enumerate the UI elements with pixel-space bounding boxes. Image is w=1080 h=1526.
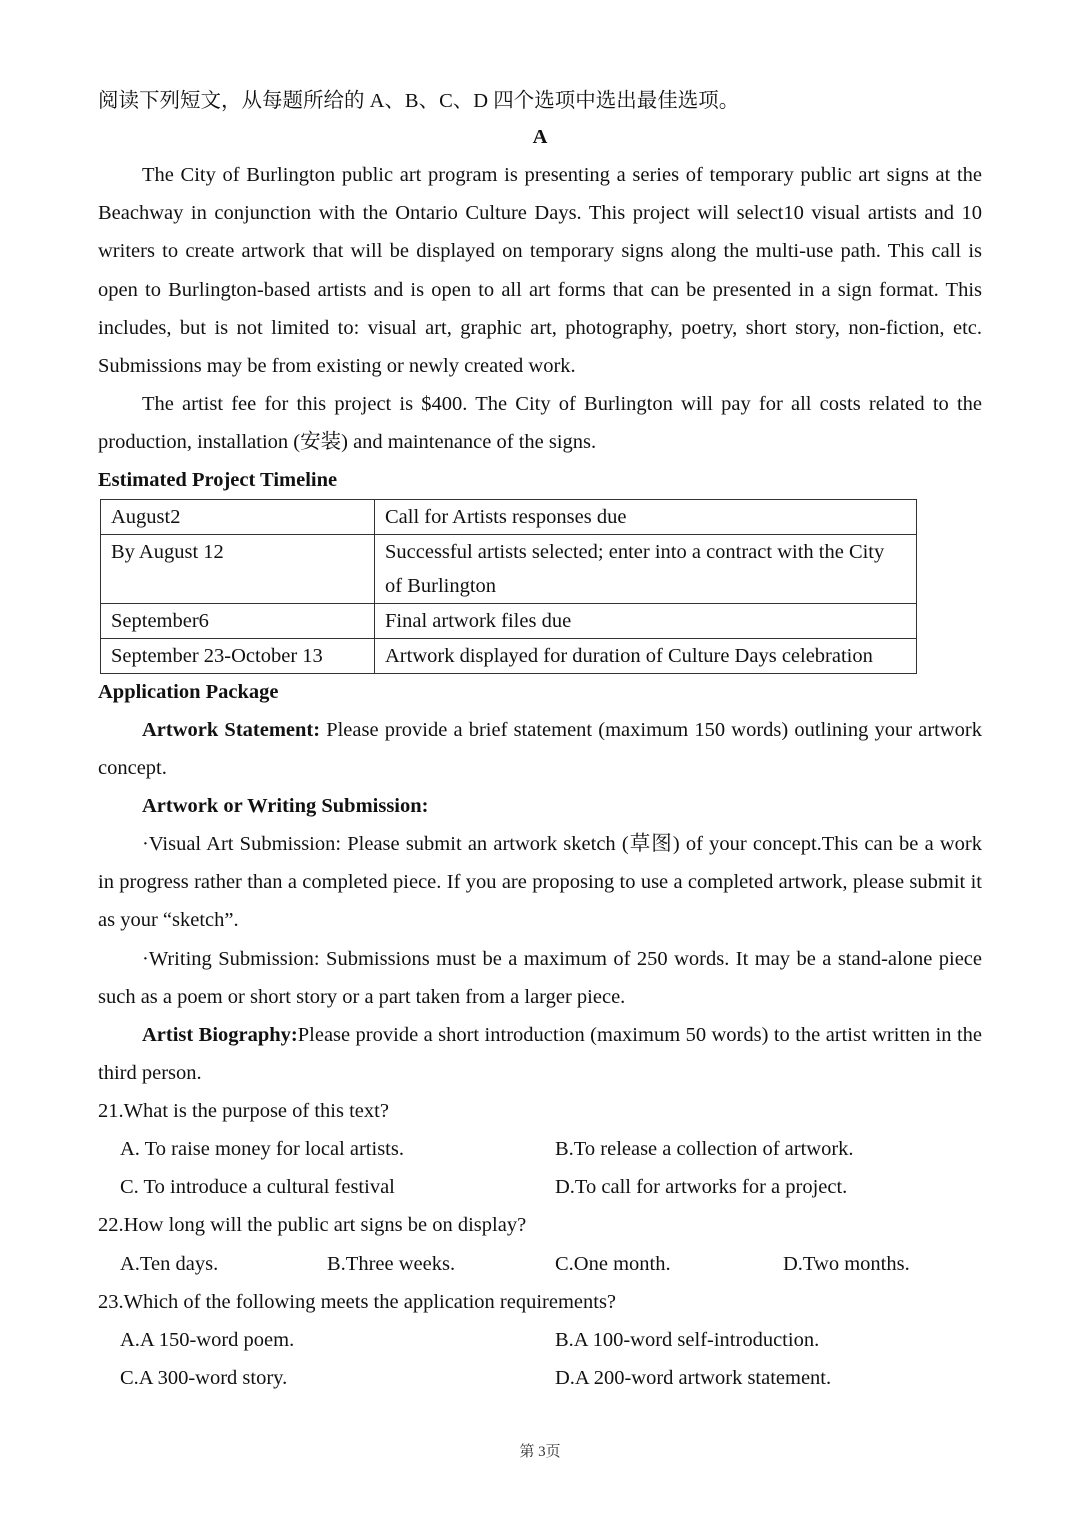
q23-option-a: A.A 150-word poem. [120, 1329, 295, 1351]
timeline-date: September 23-October 13 [101, 639, 375, 674]
timeline-event: Artwork displayed for duration of Culture Days celebration [375, 639, 917, 674]
question-21: 21.What is the purpose of this text? [98, 1100, 389, 1122]
application-heading: Application Package [98, 681, 279, 703]
visual-art-submission: ·Visual Art Submission: Please submit an artwork sketch (草图) of your concept.This can be a work in progress rather than a completed piece. If you are proposing to use a completed artwork, please submit it as your “sketch”. [98, 833, 982, 932]
artist-biography [98, 1016, 982, 1092]
writing-submission: ·Writing Submission: Submissions must be a maximum of 250 words. It may be a stand-alone piece such as a poem or short story or a part taken from a larger piece. [98, 948, 982, 1009]
section-label: A [532, 126, 548, 148]
submission-heading: Artwork or Writing Submission: [142, 795, 429, 817]
question-22: 22.How long will the public art signs be on display? [98, 1214, 527, 1236]
timeline-date: September6 [101, 604, 375, 639]
timeline-date: August2 [101, 500, 375, 535]
table-row [101, 535, 917, 604]
q22-option-d: D.Two months. [783, 1253, 910, 1275]
timeline-event: Final artwork files due [375, 604, 917, 639]
table-row [101, 639, 917, 674]
page-number: 第 3页 [519, 1444, 561, 1460]
table-row [101, 604, 917, 639]
q22-option-b: B.Three weeks. [327, 1253, 456, 1275]
q21-option-c: C. To introduce a cultural festival [120, 1176, 395, 1198]
artist-biography-label: Artist Biography: [142, 1024, 298, 1046]
q23-option-c: C.A 300-word story. [120, 1367, 288, 1389]
timeline-event: Call for Artists responses due [375, 500, 917, 535]
timeline-heading: Estimated Project Timeline [98, 469, 338, 491]
question-23: 23.Which of the following meets the application requirements? [98, 1291, 617, 1313]
q23-option-b: B.A 100-word self-introduction. [555, 1329, 820, 1351]
timeline-date: By August 12 [101, 535, 375, 604]
q22-option-c: C.One month. [555, 1253, 671, 1275]
q23-option-d: D.A 200-word artwork statement. [555, 1367, 832, 1389]
artwork-statement-label: Artwork Statement: [142, 719, 321, 741]
q21-option-d: D.To call for artworks for a project. [555, 1176, 848, 1198]
artwork-statement [98, 711, 982, 787]
instruction: 阅读下列短文，从每题所给的 A、B、C、D 四个选项中选出最佳选项。 [98, 90, 740, 112]
q21-option-a: A. To raise money for local artists. [120, 1138, 404, 1160]
artwork-statement-text: Please provide a brief statement (maximum 150 words) outlining your artwork concept. [98, 719, 982, 780]
paragraph-1: The City of Burlington public art program is presenting a series of temporary public art signs at the Beachway in conjunction with the Ontario Culture Days. This project will select10 visual artists and 10 writers to create artwork that will be displayed on temporary signs along the multi-use path. This call is open to Burlington-based artists and is open to all art forms that can be presented in a sign format. This includes, but is not limited to: visual art, graphic art, photography, poetry, short story, non-fiction, etc. Submissions may be from existing or newly created work. [98, 164, 982, 378]
table-row [101, 500, 917, 535]
q21-option-b: B.To release a collection of artwork. [555, 1138, 854, 1160]
timeline-table [100, 499, 917, 674]
timeline-event: Successful artists selected; enter into a contract with the City of Burlington [375, 535, 917, 604]
artist-biography-text: Please provide a short introduction (maximum 50 words) to the artist written in the third person. [98, 1024, 983, 1085]
q22-option-a: A.Ten days. [120, 1253, 219, 1275]
paragraph-2: The artist fee for this project is $400. The City of Burlington will pay for all costs related to the production, installation (安装) and maintenance of the signs. [98, 393, 982, 454]
